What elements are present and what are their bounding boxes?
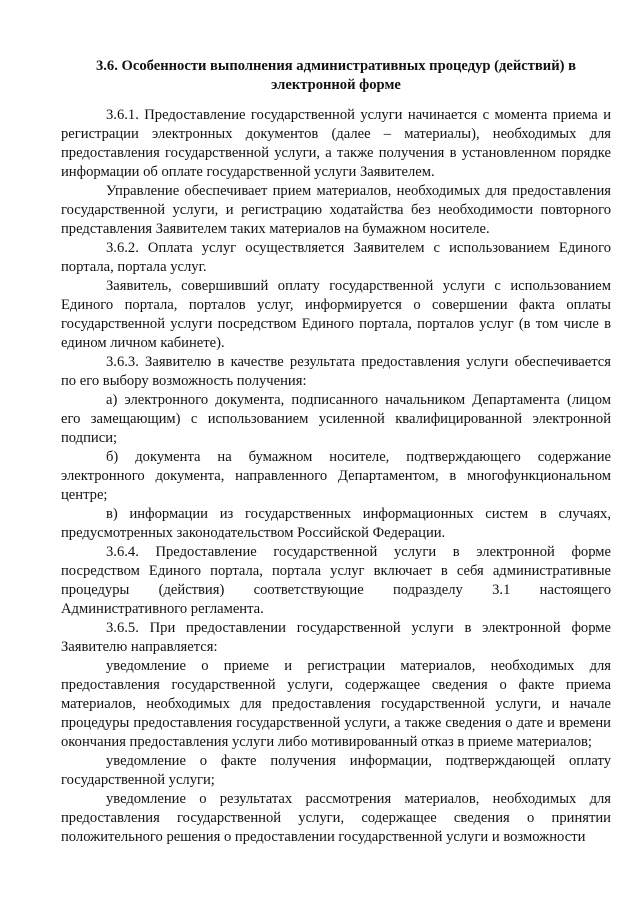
- paragraph-department-reception: Управление обеспечивает прием материалов, необходимых для предоставления государственной услуги, и регистрацию ходатайства без необходимости повторного представления Заявителем таких материалов на бумажном носителе.: [61, 183, 611, 237]
- paragraph-payment-info: Заявитель, совершивший оплату государственной услуги с использованием Единого портала, порталов услуг, информируется о совершении факта оплаты государственной услуги посредством Единого портала, порталов услуг (в том числе в едином личном кабинете).: [61, 278, 611, 351]
- paragraph-3-6-1: 3.6.1. Предоставление государственной услуги начинается с момента приема и регистрации электронных документов (далее – материалы), необходимых для предоставления государственной услуги, а также получения в установленном порядке информации об оплате государственной услуги Заявителем.: [61, 107, 611, 180]
- paragraph-3-6-3: 3.6.3. Заявителю в качестве результата предоставления услуги обеспечивается по его выбору возможность получения:: [61, 354, 611, 389]
- paragraph-notice-results: уведомление о результатах рассмотрения материалов, необходимых для предоставления государственной услуги, содержащее сведения о принятии положительного решения о предоставлении государственной услуги и возможности: [61, 791, 611, 845]
- paragraph-item-a: а) электронного документа, подписанного начальником Департамента (лицом его замещающим) с использованием усиленной квалифицированной электронной подписи;: [61, 392, 611, 446]
- document-page: [61, 57, 611, 847]
- paragraph-item-c: в) информации из государственных информационных систем в случаях, предусмотренных законодательством Российской Федерации.: [61, 506, 611, 541]
- paragraph-item-b: б) документа на бумажном носителе, подтверждающего содержание электронного документа, направленного Департаментом, в многофункциональном центре;: [61, 449, 611, 503]
- section-heading: 3.6. Особенности выполнения административных процедур (действий) в электронной форме: [95, 58, 577, 93]
- paragraph-3-6-5: 3.6.5. При предоставлении государственной услуги в электронной форме Заявителю направляется:: [61, 620, 611, 655]
- paragraph-notice-receipt: уведомление о приеме и регистрации материалов, необходимых для предоставления государственной услуги, содержащее сведения о факте приема материалов, необходимых для предоставления государственной услуги, и начале процедуры предоставления государственной услуги, а также сведения о дате и времени окончания предоставления услуги либо мотивированный отказ в приеме материалов;: [61, 658, 611, 750]
- paragraph-notice-payment: уведомление о факте получения информации, подтверждающей оплату государственной услуги;: [61, 753, 611, 788]
- paragraph-3-6-4: 3.6.4. Предоставление государственной услуги в электронной форме посредством Единого портала, портала услуг включает в себя административные процедуры (действия) соответствующие подразделу 3.1 настоящего Административного регламента.: [61, 544, 611, 617]
- paragraph-3-6-2: 3.6.2. Оплата услуг осуществляется Заявителем с использованием Единого портала, портала услуг.: [61, 240, 611, 275]
